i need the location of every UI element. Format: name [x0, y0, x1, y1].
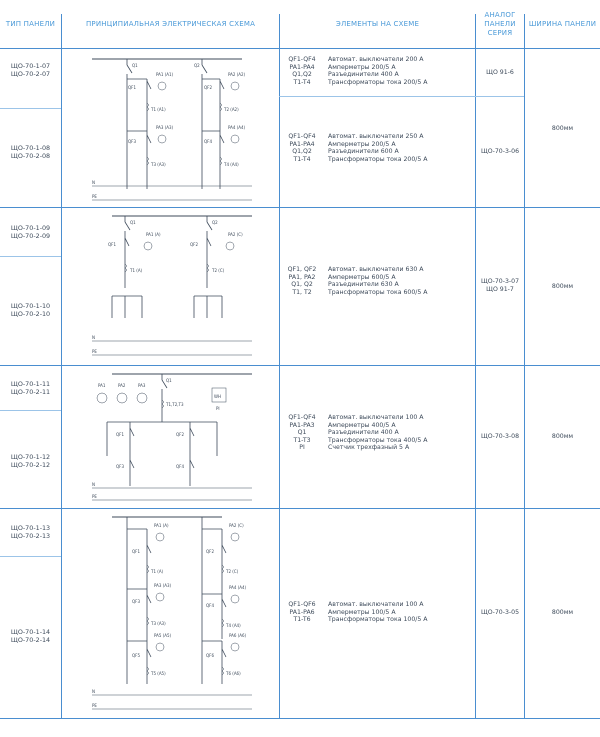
label-pa5: PA5 (A5) — [154, 633, 172, 638]
label-t1: T1 (A) — [130, 268, 143, 273]
row1-type-a — [0, 62, 61, 78]
row3-type-split — [0, 410, 61, 411]
type-code: ЩО-70-2-12 — [10, 461, 51, 469]
row1-block1-analog — [476, 69, 524, 77]
element-desc: Разъединители 630 А — [328, 281, 399, 289]
switch-q2 — [202, 59, 207, 79]
label-qf3: QF3 — [132, 599, 140, 604]
header-scheme-label: ПРИНЦИПИАЛЬНАЯ ЭЛЕКТРИЧЕСКАЯ СХЕМА — [85, 19, 256, 28]
label-pa4: PA4 (A4) — [228, 125, 246, 130]
ammeter-pa4 — [231, 135, 239, 143]
breaker-qf2 — [220, 81, 224, 89]
type-code: ЩО-70-1-12 — [10, 453, 51, 461]
breaker-qf1 — [125, 238, 129, 246]
analog-code: ЩО-70-3-08 — [480, 433, 520, 440]
scheme-4 — [62, 509, 279, 718]
element-desc: Счетчик трехфазный 5 А — [328, 444, 410, 452]
label-q1: Q1 — [166, 378, 172, 383]
row3-analog — [476, 433, 524, 441]
type-code: ЩО-70-1-07 — [10, 62, 51, 70]
label-bus-pe: PE — [92, 703, 97, 708]
row1-block2-analog — [476, 148, 524, 156]
header-type-label: ТИП ПАНЕЛИ — [5, 19, 56, 28]
element-code: T1-T6 — [293, 616, 311, 624]
label-t2: T2 (C) — [226, 569, 239, 574]
ammeter-pa2 — [226, 242, 234, 250]
label-q1: Q1 — [130, 220, 136, 225]
type-code: ЩО-70-1-10 — [10, 302, 51, 310]
label-pa6: PA6 (A6) — [229, 633, 247, 638]
element-code: T1-T4 — [293, 78, 311, 86]
type-code: ЩО-70-2-10 — [10, 310, 51, 318]
ammeter-pa1 — [158, 82, 166, 90]
label-t1t3: T1,T2,T3 — [166, 402, 184, 407]
ammeter-pa2 — [231, 533, 239, 541]
row2-analog — [476, 278, 524, 293]
element-desc: Трансформаторы тока 600/5 А — [328, 288, 428, 296]
label-t5: T5 (A5) — [151, 671, 166, 676]
type-code: ЩО-70-2-11 — [10, 388, 51, 396]
breaker-qf4 — [220, 135, 224, 143]
element-desc: Автомат. выключатели 100 А — [328, 414, 424, 421]
row4-codes — [280, 601, 324, 624]
label-pi: PI — [216, 406, 220, 411]
header-type — [0, 0, 61, 48]
scheme-3 — [62, 366, 279, 508]
label-t4: T4 (A4) — [226, 623, 241, 628]
row1-block1-desc — [328, 56, 478, 86]
analog-code: ЩО-70-3-05 — [480, 609, 520, 616]
element-desc: Трансформаторы тока 100/5 А — [328, 616, 428, 624]
label-qf1: QF1 — [132, 549, 140, 554]
breaker-qf6 — [222, 649, 226, 657]
type-code: ЩО-70-1-11 — [10, 380, 51, 388]
element-desc: Амперметры 200/5 А — [328, 140, 396, 148]
label-bus-n: N — [92, 180, 95, 185]
element-code: PA1-PA6 — [289, 608, 315, 616]
ammeter-pa1 — [97, 393, 107, 403]
row1-type-split — [0, 108, 61, 109]
label-qf3: QF3 — [128, 139, 136, 144]
element-desc: Амперметры 100/5 А — [328, 608, 396, 616]
label-pa3: PA3 (A3) — [156, 125, 174, 130]
ammeter-pa2 — [117, 393, 127, 403]
element-code: QF1-QF4 — [288, 133, 316, 140]
row3-codes — [280, 414, 324, 452]
analog-code: ЩО 91-7 — [486, 285, 514, 293]
type-code: ЩО-70-2-14 — [10, 636, 51, 644]
label-qf2: QF2 — [204, 85, 212, 90]
element-code: T1, T2 — [292, 288, 312, 296]
element-code: T1-T4 — [293, 155, 311, 163]
header-width — [525, 0, 600, 48]
label-pa2: PA2 — [118, 383, 126, 388]
label-qf1: QF1 — [128, 85, 136, 90]
element-code: QF1-QF4 — [288, 414, 316, 421]
element-desc: Амперметры 400/5 А — [328, 421, 396, 429]
ammeter-pa4 — [231, 595, 239, 603]
type-code: ЩО-70-2-13 — [10, 532, 51, 540]
element-code: PA1-PA4 — [289, 63, 315, 71]
element-desc: Автомат. выключатели 100 А — [328, 601, 424, 608]
label-pa1: PA1 (A1) — [156, 72, 174, 77]
label-pa2: PA2 (C) — [228, 232, 243, 237]
element-code: QF1-QF4 — [288, 56, 316, 63]
row2-type-split — [0, 256, 61, 257]
scheme-2 — [62, 208, 279, 365]
switch-q1 — [127, 59, 132, 79]
element-desc: Трансформаторы тока 200/5 А — [328, 155, 428, 163]
label-t1: T1 (A) — [151, 569, 164, 574]
bottom-rule — [0, 718, 600, 719]
breaker-qf4 — [222, 599, 226, 607]
label-t3: T3 (A3) — [151, 162, 166, 167]
label-qf4: QF4 — [206, 603, 214, 608]
type-code: ЩО-70-2-07 — [10, 70, 51, 78]
label-pa3: PA3 (A3) — [154, 583, 172, 588]
element-desc: Разъединители 400 А — [328, 71, 399, 79]
element-code: Q1 — [297, 429, 307, 437]
type-code: ЩО-70-2-09 — [10, 232, 51, 240]
element-code: PA1-PA4 — [289, 140, 315, 148]
type-code: ЩО-70-1-14 — [10, 628, 51, 636]
row1-type-b — [0, 144, 61, 160]
label-t2: T2 (A2) — [224, 107, 239, 112]
label-pa4: PA4 (A4) — [229, 585, 247, 590]
label-qf4: QF4 — [176, 464, 184, 469]
element-code: PI — [299, 444, 305, 452]
header-analog-label: АНАЛОГ ПАНЕЛИ СЕРИЯ — [484, 10, 516, 37]
row3-type-a — [0, 380, 61, 396]
breaker-qf2 — [207, 238, 211, 246]
row4-type-b — [0, 628, 61, 644]
type-code: ЩО-70-1-09 — [10, 224, 51, 232]
label-q2: Q2 — [212, 220, 218, 225]
label-qf2: QF2 — [176, 432, 184, 437]
breaker-qf5 — [147, 649, 151, 657]
ammeter-pa5 — [156, 643, 164, 651]
label-pa2: PA2 (A2) — [228, 72, 246, 77]
label-qf1: QF1 — [116, 432, 124, 437]
type-code: ЩО-70-2-08 — [10, 152, 51, 160]
row3-type-b — [0, 453, 61, 469]
type-code: ЩО-70-1-13 — [10, 524, 51, 532]
label-pa1: PA1 (A) — [154, 523, 169, 528]
label-pa1: PA1 (A) — [146, 232, 161, 237]
row1-block1-codes — [280, 56, 324, 86]
label-t1: T1 (A1) — [151, 107, 166, 112]
row2-desc — [328, 266, 478, 296]
element-desc: Трансформаторы тока 400/5 А — [328, 436, 428, 444]
analog-code: ЩО-70-3-06 — [480, 148, 520, 155]
row2-type-a — [0, 224, 61, 240]
ammeter-pa1 — [144, 242, 152, 250]
label-bus-pe: PE — [92, 349, 97, 354]
label-bus-n: N — [92, 689, 95, 694]
row4-type-split — [0, 556, 61, 557]
label-qf2: QF2 — [190, 242, 198, 247]
ammeter-pa6 — [231, 643, 239, 651]
header-width-label: ШИРИНА ПАНЕЛИ — [528, 19, 597, 28]
element-desc: Разъединители 600 А — [328, 148, 399, 156]
label-bus-n: N — [92, 335, 95, 340]
label-t2: T2 (C) — [212, 268, 225, 273]
ammeter-pa1 — [156, 533, 164, 541]
breaker-qf3 — [130, 460, 134, 468]
analog-code: ЩО-70-3-07 — [480, 278, 520, 285]
ammeter-pa3 — [158, 135, 166, 143]
element-desc: Амперметры 600/5 А — [328, 273, 396, 281]
label-qf1: QF1 — [108, 242, 116, 247]
header-analog — [476, 0, 524, 48]
element-desc: Автомат. выключатели 630 А — [328, 266, 424, 273]
row2-width: 800мм — [551, 283, 574, 290]
element-code: QF1-QF6 — [288, 601, 316, 608]
element-code: PA1, PA2 — [288, 273, 316, 281]
breaker-qf3 — [147, 135, 151, 143]
row2-type-b — [0, 302, 61, 318]
type-code: ЩО-70-1-08 — [10, 144, 51, 152]
ammeter-pa3 — [156, 593, 164, 601]
label-bus-pe: PE — [92, 494, 97, 499]
label-pa2: PA2 (C) — [229, 523, 244, 528]
label-qf4: QF4 — [204, 139, 212, 144]
row4-analog — [476, 609, 524, 617]
header-scheme — [62, 0, 279, 48]
switch-q2 — [207, 216, 212, 288]
breaker-qf3 — [147, 595, 151, 603]
breaker-qf4 — [190, 460, 194, 468]
row3-width: 800мм — [551, 433, 574, 440]
label-t4: T4 (A4) — [224, 162, 239, 167]
element-desc: Трансформаторы тока 200/5 А — [328, 78, 428, 86]
label-pa1: PA1 — [98, 383, 106, 388]
label-wh: WH — [214, 394, 221, 399]
analog-code: ЩО 91-6 — [486, 69, 514, 76]
label-q2: Q2 — [194, 63, 200, 68]
switch-q1 — [125, 216, 130, 288]
row1-block2-desc — [328, 133, 478, 163]
header-elements-label: ЭЛЕМЕНТЫ НА СХЕМЕ — [335, 19, 420, 28]
label-qf3: QF3 — [116, 464, 124, 469]
row1-split — [279, 96, 524, 97]
row2-codes — [280, 266, 324, 296]
row4-desc — [328, 601, 478, 624]
breaker-qf1 — [147, 81, 151, 89]
element-desc: Автомат. выключатели 250 А — [328, 133, 424, 140]
element-desc: Амперметры 200/5 А — [328, 63, 396, 71]
scheme-1 — [62, 49, 279, 207]
row4-type-a — [0, 524, 61, 540]
row1-width: 800мм — [551, 125, 574, 132]
breaker-qf1 — [147, 545, 151, 553]
element-code: Q1,Q2 — [292, 71, 312, 79]
label-t3: T3 (A3) — [151, 621, 166, 626]
label-q1: Q1 — [132, 63, 138, 68]
label-qf5: QF5 — [132, 653, 140, 658]
breaker-qf2 — [190, 428, 194, 436]
element-code: T1-T3 — [293, 436, 311, 444]
label-qf2: QF2 — [206, 549, 214, 554]
ammeter-pa3 — [137, 393, 147, 403]
header-elements — [280, 0, 475, 48]
element-desc: Разъединители 400 А — [328, 429, 399, 437]
label-qf6: QF6 — [206, 653, 214, 658]
label-pa3: PA3 — [138, 383, 146, 388]
label-bus-n: N — [92, 482, 95, 487]
element-code: PA1-PA3 — [289, 421, 315, 429]
ammeter-pa2 — [231, 82, 239, 90]
element-desc: Автомат. выключатели 200 А — [328, 56, 424, 63]
label-t6: T6 (A6) — [226, 671, 241, 676]
row3-desc — [328, 414, 478, 452]
row4-width: 800мм — [551, 609, 574, 616]
element-code: QF1, QF2 — [287, 266, 317, 273]
breaker-qf2 — [222, 545, 226, 553]
breaker-qf1 — [130, 428, 134, 436]
row1-block2-codes — [280, 133, 324, 163]
element-code: Q1, Q2 — [291, 281, 313, 289]
element-code: Q1,Q2 — [292, 148, 312, 156]
label-bus-pe: PE — [92, 194, 97, 199]
